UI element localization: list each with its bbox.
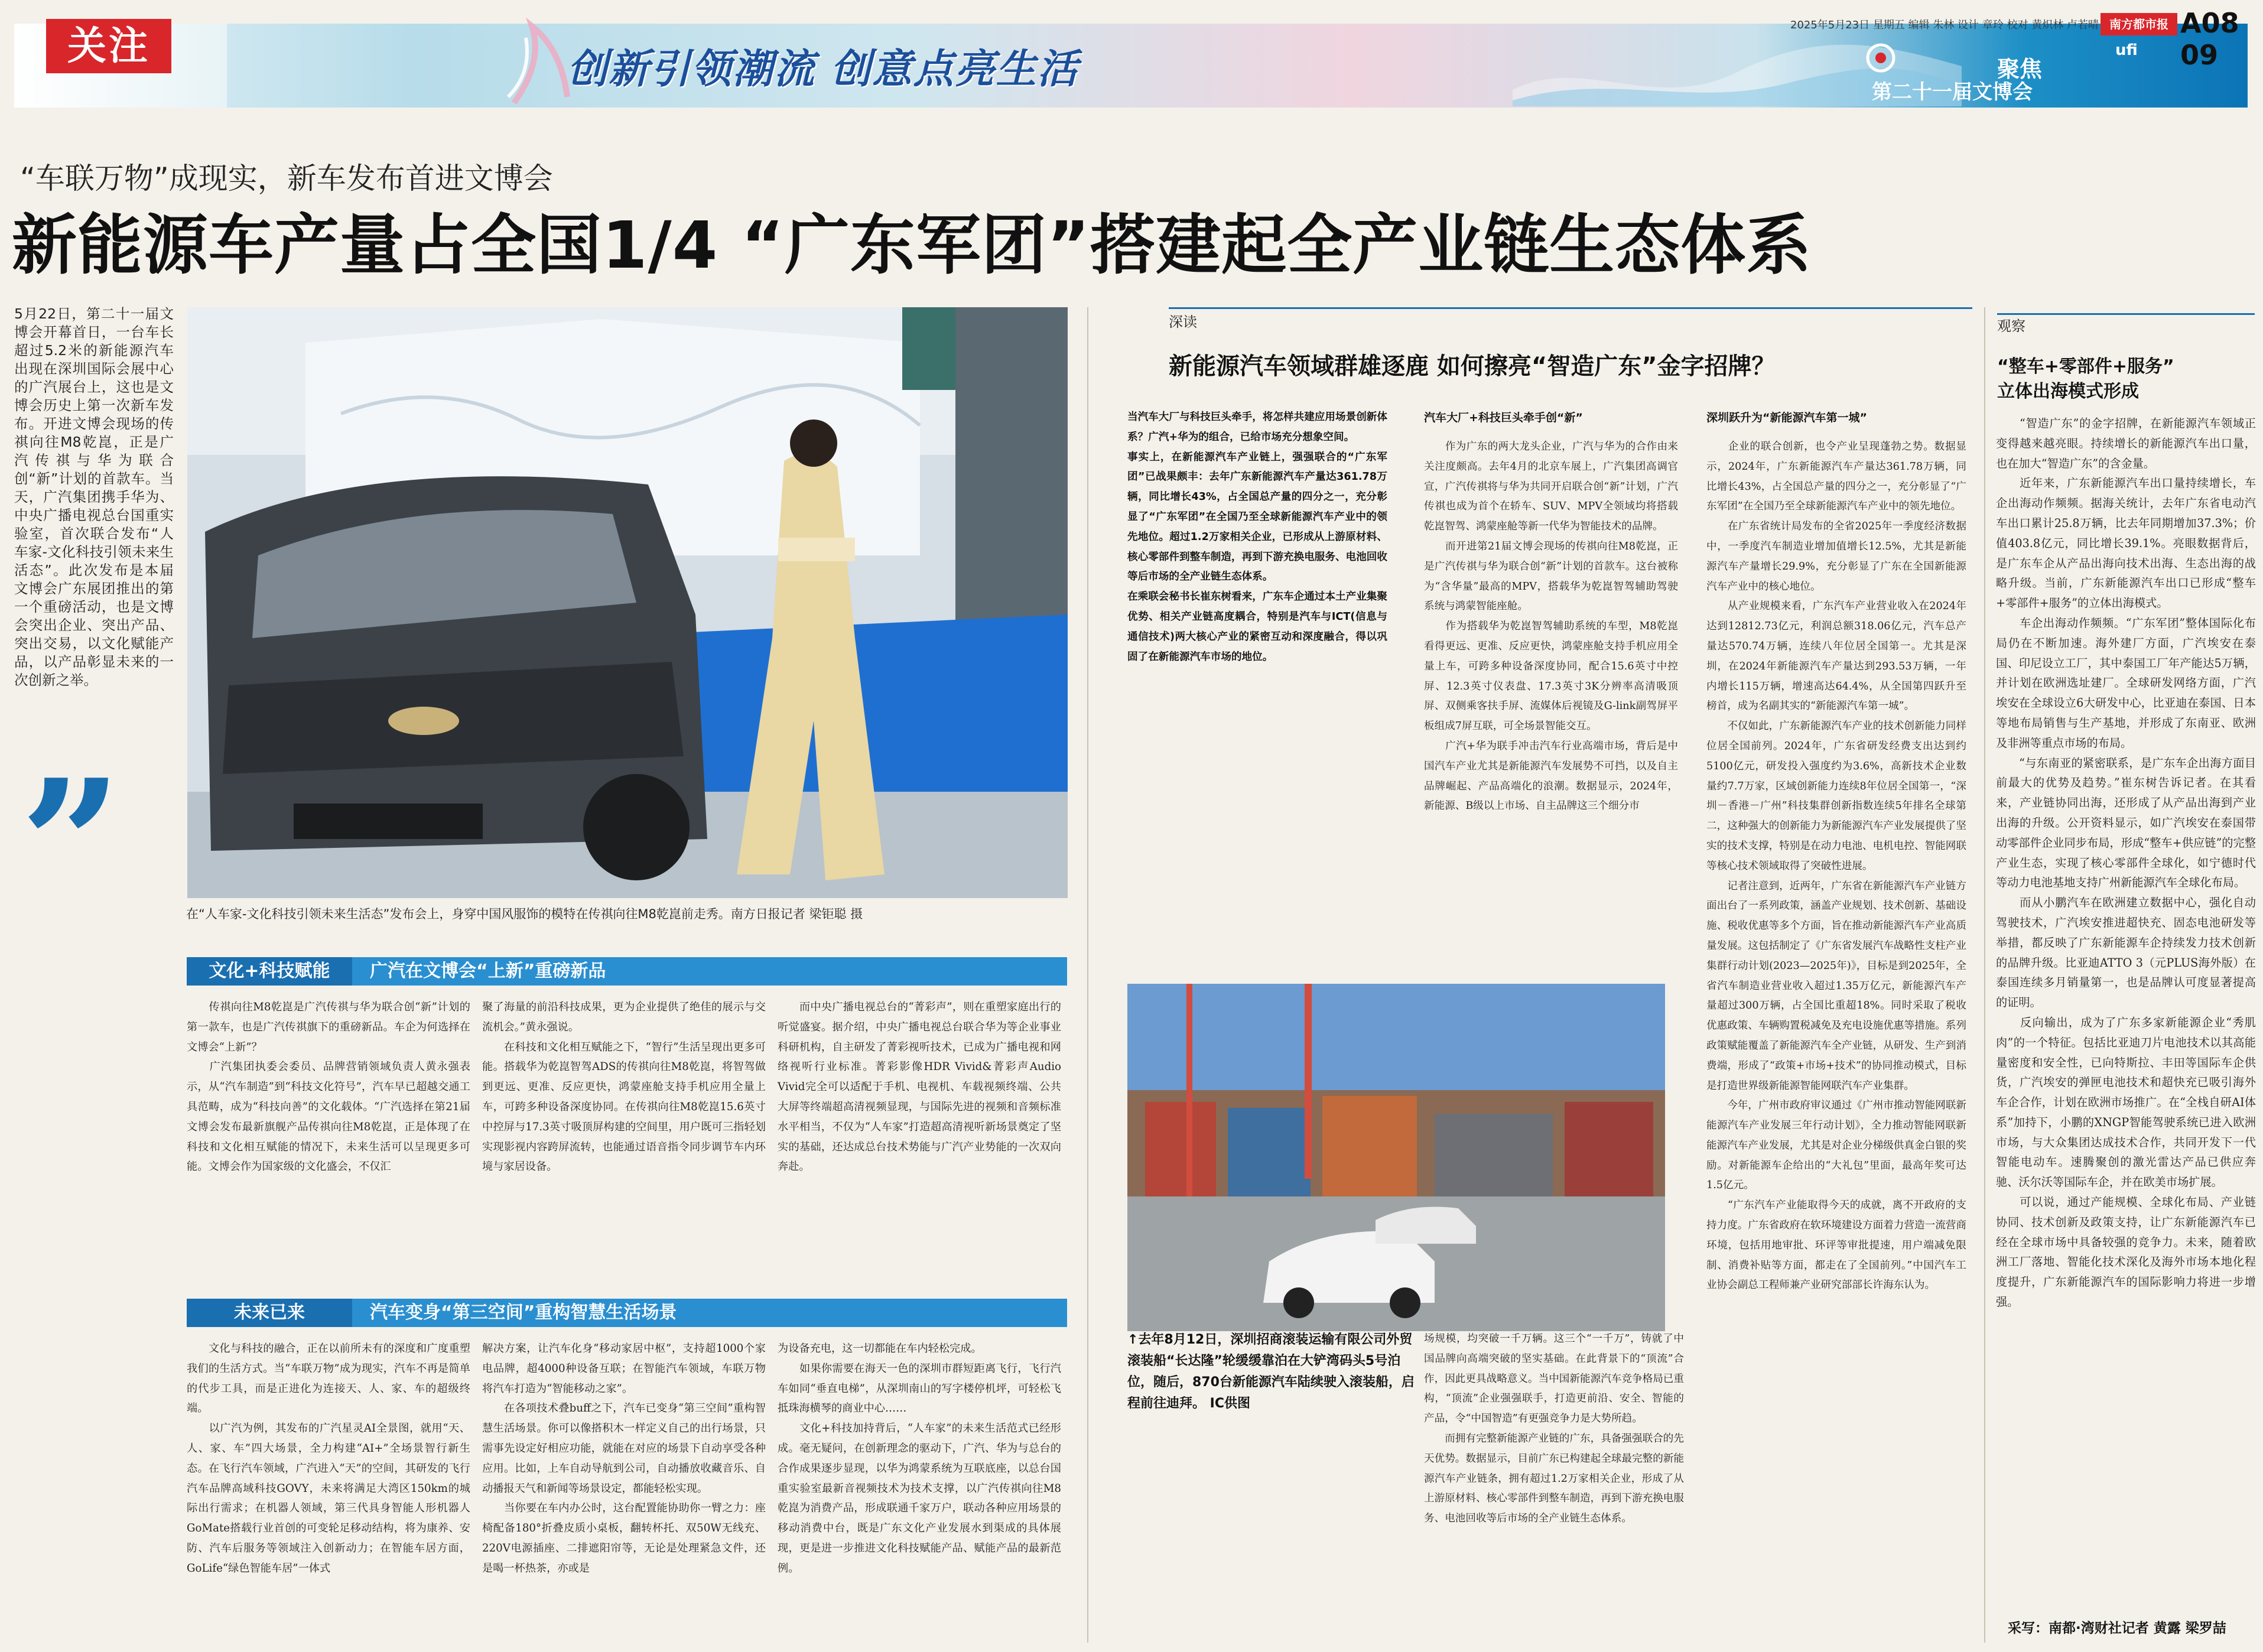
newspaper-badge: 南方都市报: [2101, 13, 2177, 35]
section-label: 文化+科技赋能: [187, 957, 352, 986]
section-title: 汽车变身“第三空间”重构智慧生活场景: [370, 1302, 677, 1323]
photo-caption: ↑去年8月12日，深圳招商滚装运输有限公司外贸滚装船“长达隆”轮缓缓靠泊在大铲湾码头5号泊位，随后，870台新能源汽车陆续驶入滚装船，启程前往迪拜。 IC供图: [1127, 1332, 1415, 1411]
expo-car-photo: [187, 307, 1068, 898]
subsection-heading: 汽车大厂+科技巨头牵手创“新”: [1424, 411, 1583, 424]
photo-caption: 在“人车家-文化科技引领未来生活态”发布会上，身穿中国风服饰的模特在传祺向往M8乾崑前走秀。南方日报记者 梁钜聪 摄: [186, 907, 863, 921]
article-column: 聚了海量的前沿科技成果，更为企业提供了绝佳的展示与交流机会。”黄永强说。 在科技和文化相互赋能之下，“智行”生活呈现出更多可能。搭载华为乾崑智驾ADS的传祺向往M8乾崑，将智驾做到更远、更准、反应更快，鸿蒙座舱支持手机应用全量上车，可跨多种设备深度协同。在传祺向往M8乾崑15.6英寸中控屏与17.3英寸吸顶屏构建的空间里，用户既可三指轻划实现影视内容跨屏流转，也能通过语音指令同步调节车内环境与家居设备。: [482, 1001, 766, 1173]
article-column: 解决方案，让汽车化身“移动家居中枢”，支持超1000个家电品牌，超4000种设备互联；在智能汽车领域，车联万物将汽车打造为“智能移动之家”。 在各项技术叠buff之下，汽车已变身“第三空间”重构智慧生活场景。你可以像搭积木一样定义自己的出行场景，只需事先设定好相应功能，就能在对应的场景下自动享受各种应用。比如，上车自动导航到公司，自动播放收藏音乐、自动播报天气和新闻等场景设定，都能轻松实现。 当你要在车内办公时，这台配置能协助你一臂之力：座椅配备180°折叠皮质小桌板，翻转杯托、双50W无线充、220V电源插座、二排遮阳帘等，无论是处理紧急文件，还是喝一杯热茶，亦或是: [482, 1342, 766, 1575]
article-column: 为设备充电，这一切都能在车内轻松完成。 如果你需要在海天一色的深圳市群短距离飞行，飞行汽车如同“垂直电梯”，从深圳南山的写字楼停机坪，可轻松飞抵珠海横琴的商业中心…… 文化+科技加持背后，“人车家”的未来生活范式已经形成。毫无疑问，在创新理念的驱动下，广汽、华为与总台的合作成果逐步显现，以华为鸿蒙系统为互联底座，以总台国重实验室最新音视频技术为技术支撑，以广汽传祺向往M8乾崑为消费产品，形成联通千家万户，联动各种应用场景的移动消费中台，既是广东文化产业发展水到渠成的具体展现，更是进一步推进文化科技赋能产品、赋能产品的最新范例。: [778, 1342, 1061, 1575]
dateline: 2025年5月23日 星期五 编辑 朱林 设计 章玲 校对 黄炽林 卢若晴: [1790, 19, 2099, 31]
article-column: 场规模，均突破一千万辆。这三个“一千万”，铸就了中国品牌向高端突破的坚实基础。在此背景下的“顶流”合作，因此更具战略意义。当中国新能源汽车竞争格局已重构，“顶流”企业强强联手，打造更前沿、安全、智能的产品，令“中国智造”有更强竞争力是大势所趋。 而拥有完整新能源产业链的广东，具备强强联合的先天优势。数据显示，目前广东已构建起全球最完整的新能源汽车产业链条，拥有超过1.2万家相关企业，形成了从上游原材料、核心零部件到整车制造，再到下游充换电服务、电池回收等后市场的全产业链生态体系。: [1424, 1333, 1684, 1525]
deep-read-title: 新能源汽车领域群雄逐鹿 如何擦亮“智造广东”金字招牌？: [1169, 353, 1776, 380]
expo-logo-icon: [1860, 41, 1901, 77]
article-column: 作为广东的两大龙头企业，广汽与华为的合作由来关注度颇高。去年4月的北京车展上，广汽集团高调官宣，广汽传祺将与华为共同开启联合创“新”计划，广汽传祺也成为首个在轿车、SUV、MPV全领域均将搭载乾崑智驾、鸿蒙座舱等新一代华为智能技术的品牌。 而开进第21届文博会现场的传祺向往M8乾崑，正是广汽传祺与华为联合创“新”计划的首款车。这台被称为“含华量”最高的MPV，搭载华为乾崑智驾辅助驾驶系统与鸿蒙智能座舱。 作为搭载华为乾崑智驾辅助系统的车型，M8乾崑看得更远、更准、反应更快，鸿蒙座舱支持手机应用全量上车，可跨多种设备深度协同，配合15.6英寸中控屏、12.3英寸仪表盘、17.3英寸3K分辨率高清吸顶屏、双侧乘客扶手屏、流媒体后视镜及G-link副驾屏平板组成7屏互联，可全场景智能交互。 广汽+华为联手冲击汽车行业高端市场，背后是中国汽车产业尤其是新能源汽车发展势不可挡，以及自主品牌崛起、产品高端化的浪潮。数据显示，2024年，新能源、B级以上市场、自主品牌这三个细分市: [1424, 441, 1678, 812]
deep-read-label: 深读: [1169, 307, 1972, 333]
page-number: A08 09: [2180, 7, 2239, 71]
section-label: 未来已来: [187, 1299, 352, 1327]
article-headline: 新能源车产量占全国1/4 “广东军团”搭建起全产业链生态体系: [12, 207, 1812, 283]
subsection-heading: 深圳跃升为“新能源汽车第一城”: [1706, 411, 1867, 424]
port-car-photo: [1127, 984, 1665, 1331]
deep-read-intro: 当汽车大厂与科技巨头牵手，将怎样共建应用场景创新体系？广汽+华为的组合，已给市场充分想象空间。 事实上，在新能源汽车产业链上，强强联合的“广东军团”已战果颇丰：去年广东新能源汽车产量达361.78万辆，同比增长43%，占全国总产量的四分之一，充分彰显了“广东军团”在全国乃至全球新能源汽车产业中的领先地位。超过1.2万家相关企业，已形成从上游原材料、核心零部件到整车制造，再到下游充换电服务、电池回收等后市场的全产业链生态体系。 在乘联会秘书长崔东树看来，广东车企通过本土产业集聚优势、相关产业链高度耦合，特别是汽车与ICT(信息与通信技术)两大核心产业的紧密互动和深度融合，得以巩固了在新能源汽车市场的地位。: [1127, 411, 1387, 663]
article-column: 传祺向往M8乾崑是广汽传祺与华为联合创“新”计划的第一款车，也是广汽传祺旗下的重磅新品。车企为何选择在文博会“上新”？ 广汽集团执委会委员、品牌营销领域负责人黄永强表示，从“汽车制造”到“科技文化符号”，汽车早已超越交通工具范畴，成为“科技向善”的文化载体。“广汽选择在第21届文博会发布最新旗舰产品传祺向往M8乾崑，正是体现了在科技和文化相互赋能的情况下，未来生活可以呈现更多可能。文博会作为国家级的文化盛会，不仅汇: [187, 1001, 470, 1173]
article-column: 而中央广播电视总台的“菁彩声”，则在重塑家庭出行的听觉盛宴。据介绍，中央广播电视总台联合华为等企业事业科研机构，自主研发了菁彩视听技术，已成为广播电视和网络视听行业标准。菁彩影像HDR Vivid&菁彩声Audio Vivid完全可以适配于手机、电视机、车载视频终端、公共大屏等终端超高清视频显现，与国际先进的视频和音频标准水平相当，不仅为“人车家”打造超高清视听新场景奠定了坚实的基础，还达成总台技术势能与广汽产业势能的一次双向奔赴。: [778, 1001, 1065, 1173]
observe-title: “整车+零部件+服务” 立体出海模式形成: [1997, 356, 2174, 402]
column-divider: [1984, 307, 1985, 1643]
expo-label: 第二十一届文博会: [1872, 80, 2033, 104]
article-column: 文化与科技的融合，正在以前所未有的深度和广度重塑我们的生活方式。当“车联万物”成为现实，汽车不再是简单的代步工具，而是正进化为连接天、人、家、车的超级终端。 以广汽为例，其发布的广汽星灵AI全景图，就用“天、人、家、车”四大场景，全力构建“AI+”全场景智行新生态。在飞行汽车领域，广汽进入“天”的空间，其研发的飞行汽车品牌高域科技GOVY，未来将满足大湾区150km的城际出行需求；在机器人领域，第三代具身智能人形机器人GoMate搭载行业首创的可变轮足移动结构，将为康养、安防、汽车后服务等领域注入创新动力；在智能车居方面，GoLife“绿色智能车居”一体式: [187, 1342, 470, 1575]
expo-slogan: 创新引领潮流 创意点亮生活: [567, 45, 1079, 93]
ribbon-icon: [508, 26, 573, 106]
quote-mark-icon: ”: [20, 740, 122, 949]
article-subhead: “车联万物”成现实，新车发布首进文博会: [20, 161, 553, 196]
article-column: 企业的联合创新，也令产业呈现蓬勃之势。数据显示，2024年，广东新能源汽车产量达361.78万辆，同比增长43%，占全国总产量的四分之一，充分彰显了“广东军团”在全国乃至全球新能源汽车产业中的领先地位。 在广东省统计局发布的全省2025年一季度经济数据中，一季度汽车制造业增加值增长12.5%，尤其是新能源汽车产量增长29.9%，充分彰显了广东在全国新能源汽车产业中的核心地位。 从产业规模来看，广东汽车产业营业收入在2024年达到12812.73亿元，利润总额318.06亿元，汽车总产量达570.74万辆，连续八年位居全国第一。尤其是深圳，在2024年新能源汽车产量达到293.53万辆，一年内增长115万辆，增速高达64.4%，从全国第四跃升至榜首，成为名副其实的“新能源汽车第一城”。 不仅如此，广东新能源汽车产业的技术创新能力同样位居全国前列。2024年，广东省研发经费支出达到约5100亿元，研发投入强度约为3.6%，高新技术企业数量约7.7万家，区域创新能力连续8年位居全国第一，“深圳－香港－广州”科技集群创新指数连续5年排名全球第二，这种强大的创新能力为新能源汽车产业发展提供了坚实的技术支撑，特别是在动力电池、电机电控、智能网联等核心技术领域取得了突破性进展。 记者注意到，近两年，广东省在新能源汽车产业链方面出台了一系列政策，涵盖产业规划、技术创新、基础设施、税收优惠等多个方面，旨在推动新能源汽车产业高质量发展。这包括制定了《广东省发展汽车战略性支柱产业集群行动计划(2023—2025年)》，目标是到2025年，全省汽车制造业营业收入超过1.35万亿元，新能源汽车产量超过300万辆，占全国比重超18%。同时采取了税收优惠政策、车辆购置税减免及充电设施优惠等措施。系列政策赋能覆盖了新能源汽车全产业链，从研发、生产到消费端，形成了“政策+市场+技术”的协同推动模式，目标是打造世界级新能源智能网联汽车产业集群。 今年，广州市政府审议通过《广州市推动智能网联新能源汽车产业发展三年行动计划》，全力推动智能网联新能源汽车产业发展，尤其是对企业分梯级供真金白银的奖励。对新能源车企给出的“大礼包”里面，最高年奖可达1.5亿元。 “广东汽车产业能取得今天的成就，离不开政府的支持力度。广东省政府在软环境建设方面着力营造一流营商环境，包括用地审批、环评等审批提速，用户端减免限制、消费补贴等方面，都走在了全国前列。”中国汽车工业协会副总工程师兼产业研究部部长许海东认为。: [1706, 441, 1966, 1292]
byline: 采写：南都·湾财社记者 黄露 梁罗喆: [2008, 1621, 2226, 1636]
focus-label: 聚焦: [1997, 56, 2043, 82]
ufi-label: ufi: [2115, 41, 2138, 59]
observe-body: “智造广东”的金字招牌，在新能源汽车领域正变得越来越亮眼。持续增长的新能源汽车出口量，也在加大“智造广东”的含金量。 近年来，广东新能源汽车出口量持续增长，车企出海动作频频。据海关统计，去年广东省电动汽车出口累计25.8万辆，比去年同期增加37.3%；价值403.8亿元，同比增长39.1%。亮眼数据背后，是广东车企从产品出海向技术出海、生态出海的战略升级。当前，广东新能源汽车出口已形成“整车+零部件+服务”的立体出海模式。 车企出海动作频频。“广东军团”整体国际化布局仍在不断加速。海外建厂方面，广汽埃安在泰国、印尼设立工厂，其中泰国工厂年产能达5万辆，并计划在欧洲选址建厂。全球研发网络方面，广汽埃安在全球设立6大研发中心，比亚迪在泰国、日本等地布局销售与生产基地，并形成了东南亚、欧洲及非洲等重点市场的布局。 “与东南亚的紧密联系，是广东车企出海方面目前最大的优势及趋势。”崔东树告诉记者。在其看来，产业链协同出海，还形成了从产品出海到产业出海的升级。公开资料显示，如广汽埃安在泰国带动零部件企业同步布局，形成“整车+供应链”的完整产业生态，实现了核心零部件全球化，如宁德时代等动力电池基地支持广州新能源汽车全球化布局。 而从小鹏汽车在欧洲建立数据中心，强化自动驾驶技术，广汽埃安推进超快充、固态电池研发等举措，都反映了广东新能源车企持续发力技术创新的品牌升级。比亚迪ATTO 3（元PLUS海外版）在泰国连续多月销量第一，也是品牌认可度显著提高的证明。 反向输出，成为了广东多家新能源企业“秀肌肉”的一个特征。包括比亚迪刀片电池技术以其高能量密度和安全性，已向特斯拉、丰田等国际车企供货，广汽埃安的弹匣电池技术和超快充已吸引海外车企合作，计划在欧洲市场推广。在“全栈自研AI体系”加持下，小鹏的XNGP智能驾驶系统已进入欧洲市场，与大众集团达成技术合作，共同开发下一代智能电动车。速腾聚创的激光雷达产品已供应奔驰、沃尔沃等国际车企，并在欧美市场扩展。 可以说，通过产能规模、全球化布局、产业链协同、技术创新及政策支持，让广东新能源汽车已经在全球市场中具备较强的竞争力。未来，随着欧洲工厂落地、智能化技术深化及海外市场本地化程度提升，广东新能源汽车的国际影响力将进一步增强。: [1996, 417, 2256, 1309]
column-divider: [1087, 307, 1088, 1643]
section-title: 广汽在文博会“上新”重磅新品: [370, 961, 606, 981]
observe-label: 观察: [1997, 313, 2255, 333]
article-lead: 5月22日，第二十一届文博会开幕首日，一台车长超过5.2米的新能源汽车出现在深圳国际会展中心的广汽展台上，这也是文博会历史上第一次新车发布。开进文博会现场的传祺向往M8乾崑，正是广汽传祺与华为联合创“新”计划的首款车。当天，广汽集团携手华为、中央广播电视总台国重实验室，首次联合发布“人车家-文化科技引领未来生活态”。此次发布是本届文博会广东展团推出的第一个重磅活动，也是文博会突出企业、突出产品、突出交易，以文化赋能产品，以产品彰显未来的一次创新之举。: [14, 305, 174, 688]
section-label: 关注: [46, 19, 171, 73]
